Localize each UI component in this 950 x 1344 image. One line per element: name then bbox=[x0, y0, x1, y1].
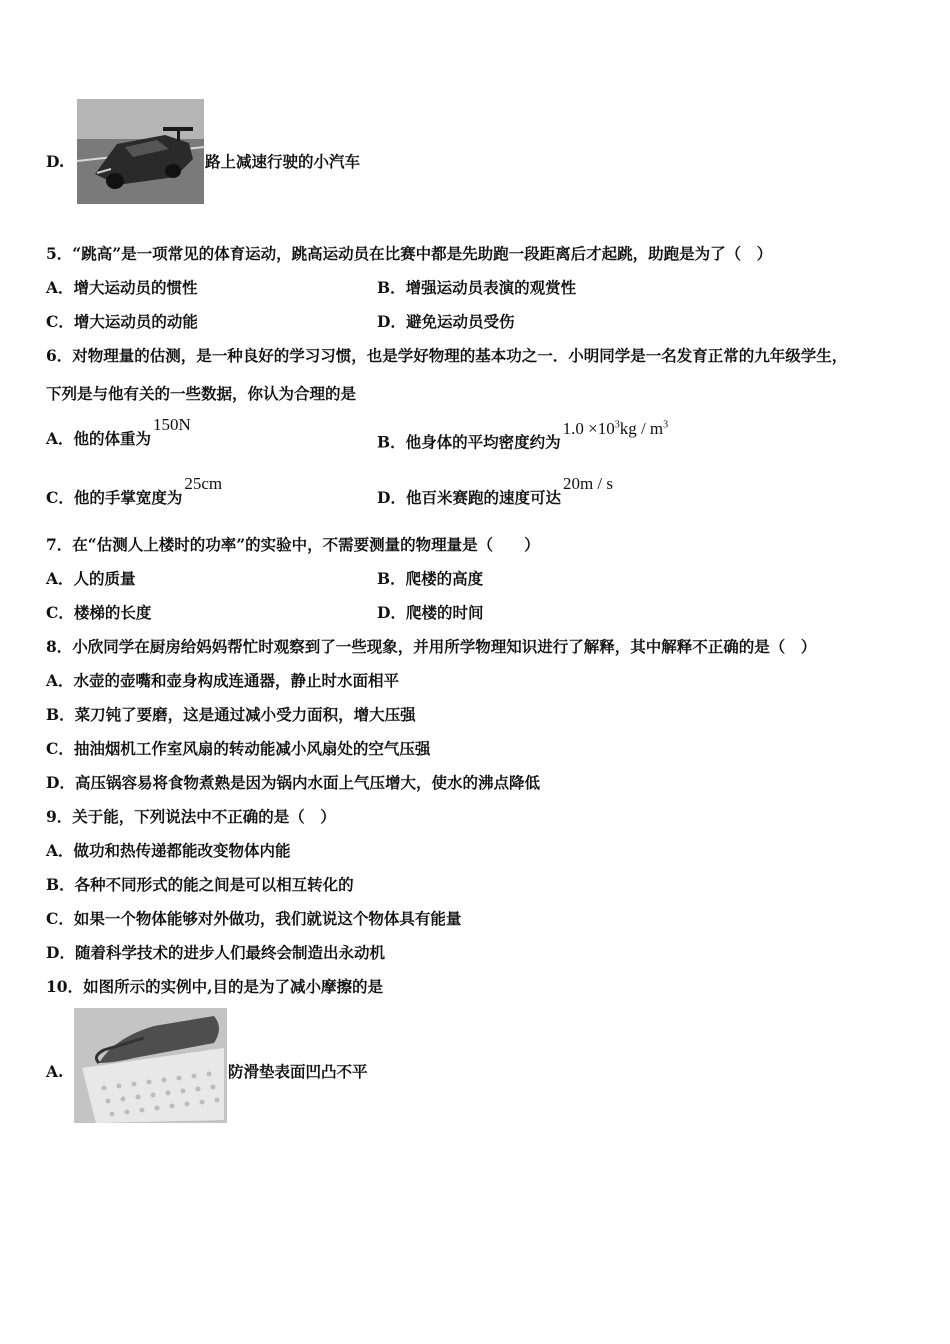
q6-option-b-text: B．他身体的平均密度约为 bbox=[377, 432, 561, 452]
q7-option-d: D．爬楼的时间 bbox=[377, 603, 484, 622]
q9-option-d: D．随着科学技术的进步人们最终会制造出永动机 bbox=[46, 943, 385, 962]
q5-option-c: C．增大运动员的动能 bbox=[46, 312, 198, 331]
q10-option-a-label: A. bbox=[46, 1062, 64, 1081]
q6-b-exponent: 3 bbox=[614, 419, 620, 430]
q5-option-a: A．增大运动员的惯性 bbox=[46, 278, 198, 297]
anti-slip-mat-image bbox=[74, 1008, 227, 1123]
q6-option-a-value: 150N bbox=[153, 415, 191, 434]
q8-option-d: D．高压锅容易将食物煮熟是因为锅内水面上气压增大，使水的沸点降低 bbox=[46, 773, 540, 792]
q6-option-c-text: C．他的手掌宽度为 bbox=[46, 488, 183, 507]
q6-option-a-text: A．他的体重为 bbox=[46, 429, 152, 448]
q9-option-a: A．做功和热传递都能改变物体内能 bbox=[46, 841, 291, 860]
q9-stem: 9．关于能，下列说法中不正确的是（ ） bbox=[46, 807, 336, 826]
mat-illustration bbox=[74, 1008, 227, 1123]
q5-option-d: D．避免运动员受伤 bbox=[377, 312, 515, 331]
q8-option-a: A．水壶的壶嘴和壶身构成连通器，静止时水面相平 bbox=[46, 671, 400, 690]
q7-option-c: C．楼梯的长度 bbox=[46, 603, 152, 622]
q6-option-d bbox=[377, 474, 614, 508]
q8-stem: 8．小欣同学在厨房给妈妈帮忙时观察到了一些现象，并用所学物理知识进行了解释，其中解释不正确的是（ ） bbox=[46, 637, 817, 656]
q5-stem: 5．“跳高”是一项常见的体育运动，跳高运动员在比赛中都是先助跑一段距离后才起跳，助跑是为了（ ） bbox=[46, 244, 773, 263]
q6-stem-line1: 6．对物理量的估测，是一种良好的学习习惯，也是学好物理的基本功之一．小明同学是一名发育正常的九年级学生， bbox=[46, 346, 848, 365]
q9-option-b: B．各种不同形式的能之间是可以相互转化的 bbox=[46, 875, 354, 894]
q7-option-b: B．爬楼的高度 bbox=[377, 569, 484, 588]
q10-option-a-text: 防滑垫表面凹凸不平 bbox=[228, 1062, 368, 1081]
car-illustration bbox=[77, 99, 204, 204]
q6-b-unit-exponent: 3 bbox=[663, 419, 669, 430]
q6-option-b-value bbox=[563, 419, 669, 438]
q6-stem-line2: 下列是与他有关的一些数据，你认为合理的是 bbox=[46, 384, 357, 403]
q9-option-c: C．如果一个物体能够对外做功，我们就说这个物体具有能量 bbox=[46, 909, 462, 928]
q6-b-mantissa: 1.0 ×10 bbox=[562, 418, 615, 438]
q7-option-a: A．人的质量 bbox=[46, 569, 136, 588]
q6-option-c bbox=[46, 474, 223, 508]
q6-option-c-value: 25cm bbox=[184, 474, 223, 493]
q6-option-a bbox=[46, 415, 191, 449]
q4-option-d-text: 路上减速行驶的小汽车 bbox=[205, 152, 361, 171]
q6-option-d-value: 20m / s bbox=[562, 474, 614, 493]
car-image bbox=[77, 99, 204, 204]
q5-option-b: B．增强运动员表演的观赏性 bbox=[377, 278, 577, 297]
q7-stem: 7．在“估测人上楼时的功率”的实验中，不需要测量的物理量是（ ） bbox=[46, 535, 540, 554]
q8-option-b: B．菜刀钝了要磨，这是通过减小受力面积，增大压强 bbox=[46, 705, 416, 724]
q6-b-unit: kg / m bbox=[619, 418, 664, 438]
q6-option-d-text: D．他百米赛跑的速度可达 bbox=[377, 488, 561, 507]
q10-stem: 10．如图所示的实例中,目的是为了减小摩擦的是 bbox=[46, 977, 383, 996]
q4-option-d-label: D. bbox=[46, 152, 65, 171]
q8-option-c: C．抽油烟机工作室风扇的转动能减小风扇处的空气压强 bbox=[46, 739, 431, 758]
